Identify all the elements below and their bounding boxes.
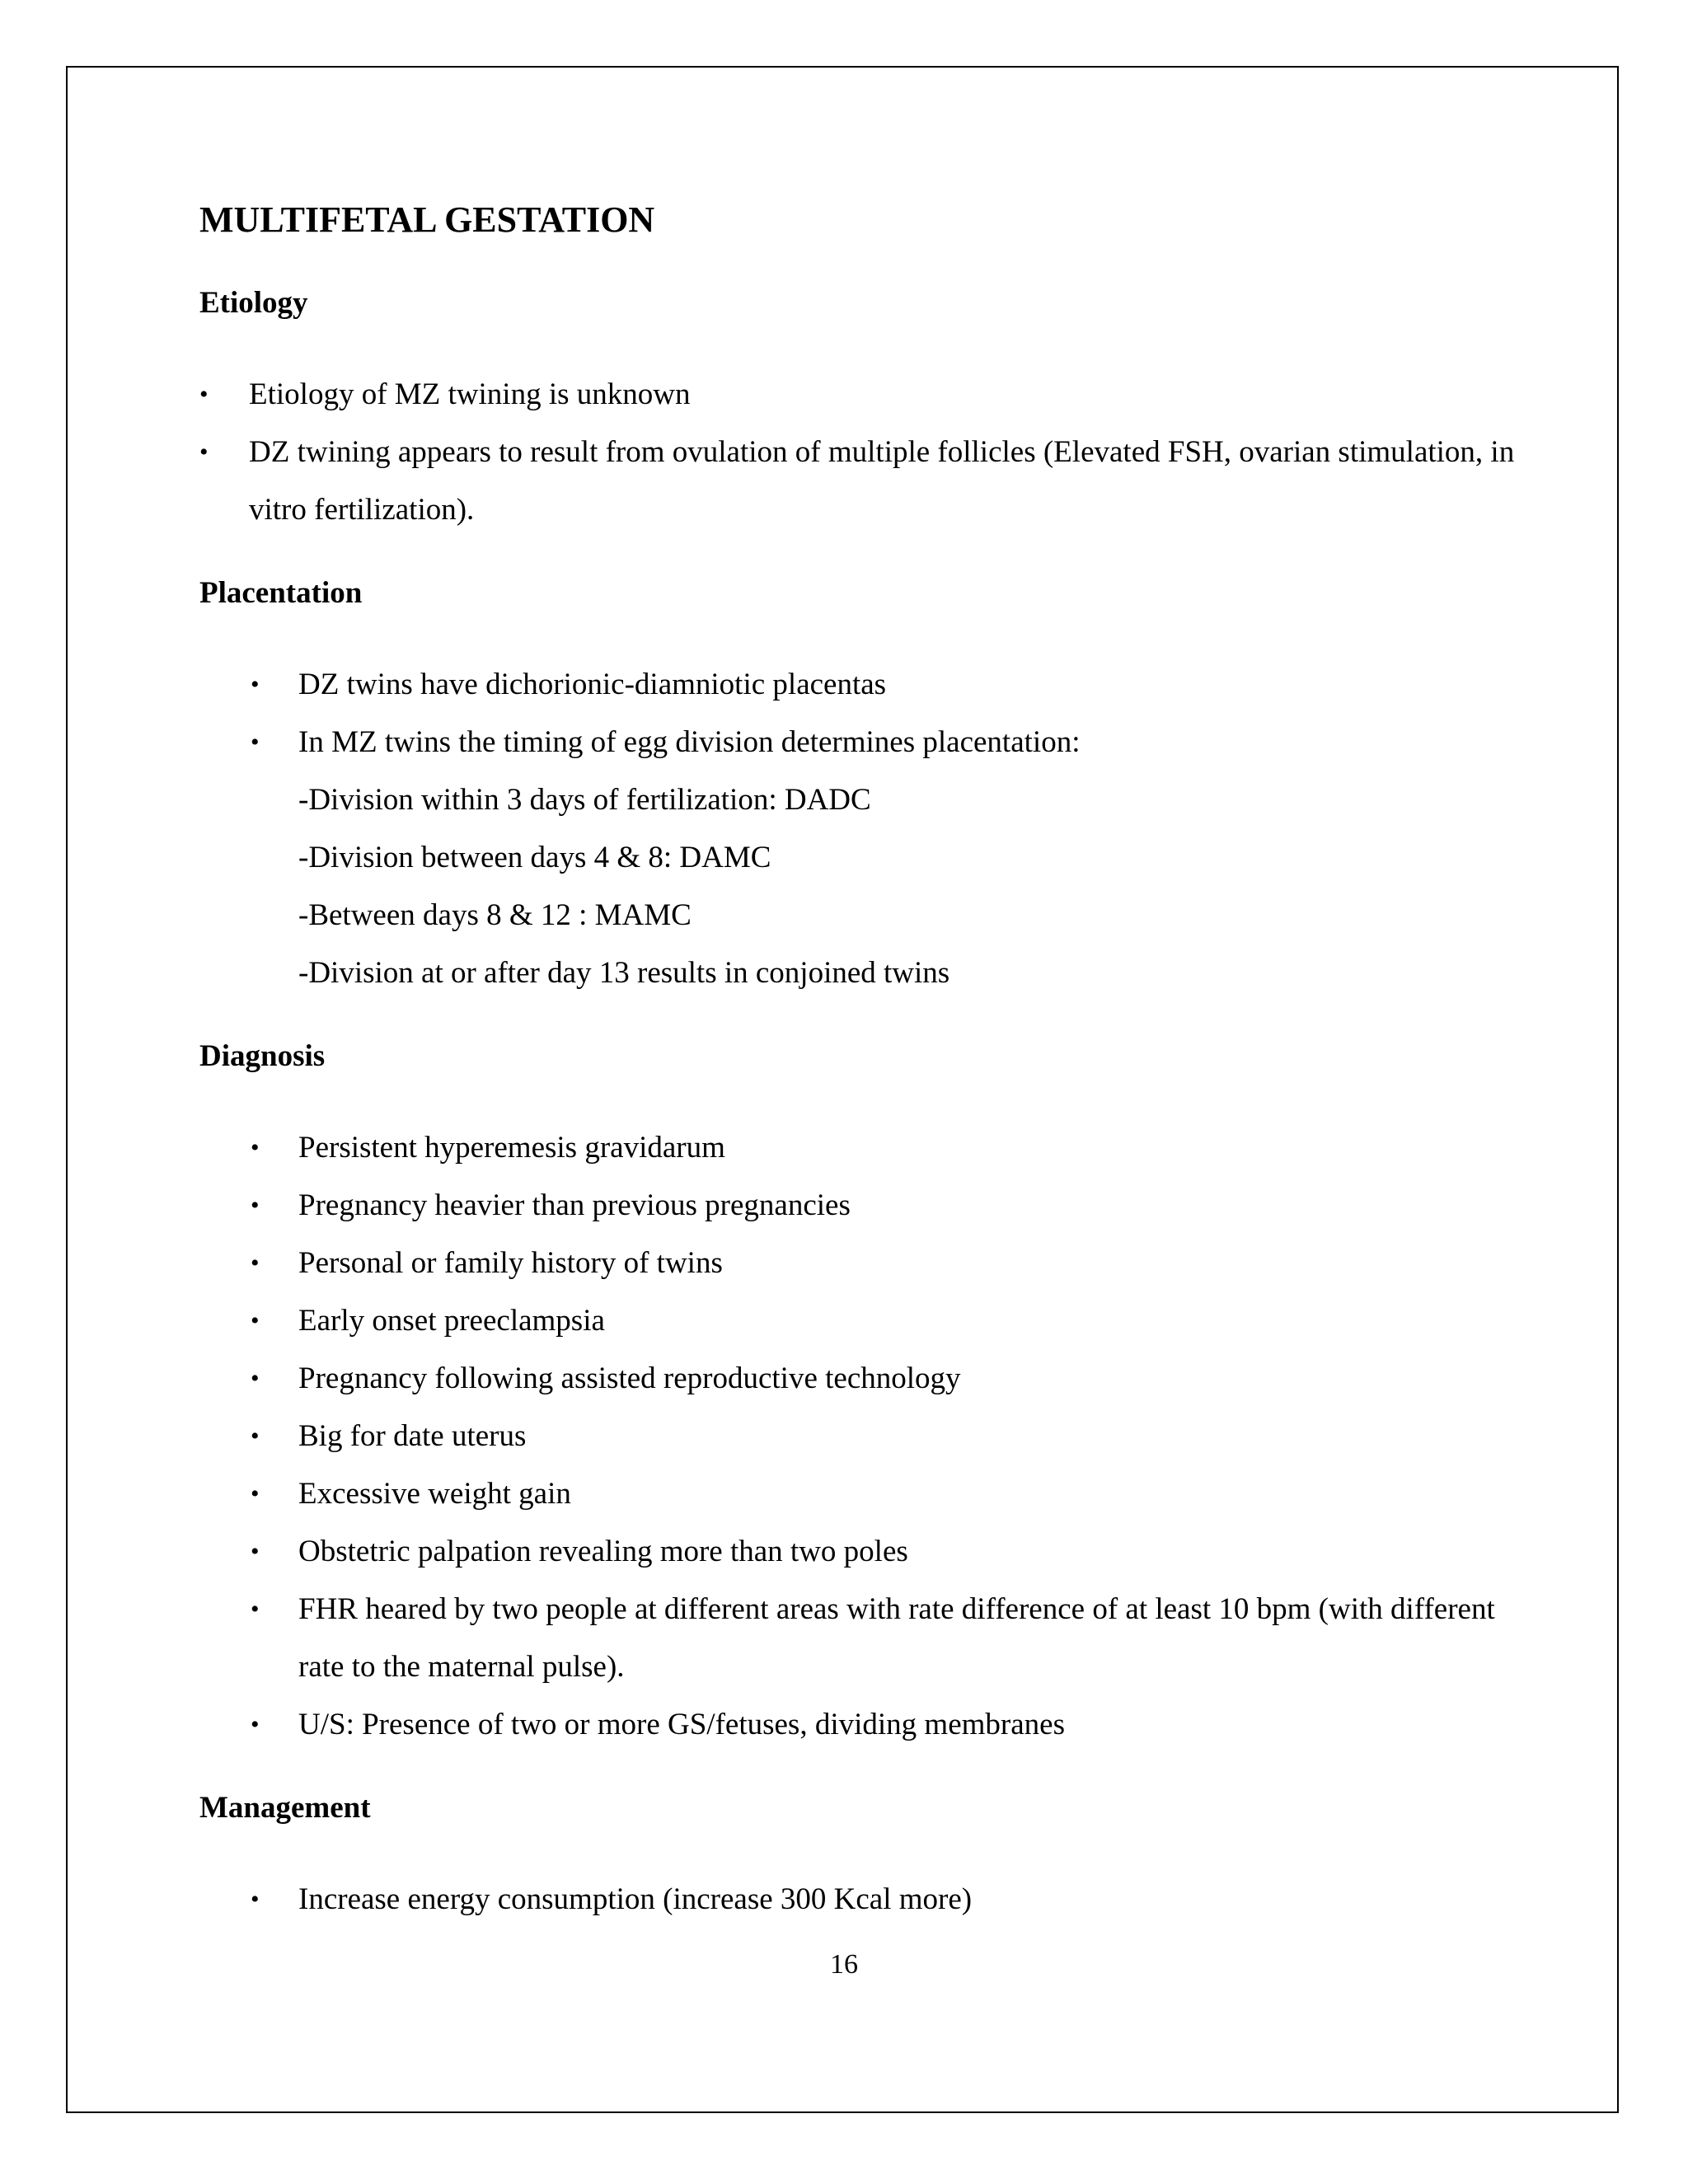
section-heading-management: Management (199, 1791, 371, 1825)
placentation-subline: -Division within 3 days of fertilization: DADC (298, 783, 871, 817)
list-item-text: DZ twins have dichorionic-diamniotic placentas (298, 668, 887, 701)
list-item-text: Increase energy consumption (increase 300 Kcal more) (298, 1882, 973, 1916)
placentation-subline: -Between days 8 & 12 : MAMC (298, 898, 692, 932)
bullet-icon: • (251, 1422, 260, 1450)
list-item (199, 1523, 1518, 1581)
list-item (199, 714, 1518, 771)
placentation-subline: -Division between days 4 & 8: DAMC (298, 841, 771, 874)
section-heading-etiology: Etiology (199, 286, 308, 320)
bullet-icon: • (251, 1249, 260, 1277)
bullet-icon: • (251, 1886, 260, 1913)
diagnosis-list (199, 1119, 1518, 1754)
list-item-text: Obstetric palpation revealing more than two poles (298, 1535, 908, 1568)
list-item (199, 424, 1518, 539)
bullet-icon: • (251, 1538, 260, 1565)
etiology-list (199, 366, 1518, 539)
placentation-list (199, 656, 1518, 771)
list-item-text: DZ twining appears to result from ovulation of multiple follicles (Elevated FSH, ovarian stimulation, in vitro fertilization). (249, 435, 1515, 527)
list-item-text: In MZ twins the timing of egg division determines placentation: (298, 725, 1081, 759)
list-item-text: Etiology of MZ twining is unknown (249, 377, 691, 411)
section-heading-diagnosis: Diagnosis (199, 1039, 326, 1073)
placentation-subline: -Division at or after day 13 results in conjoined twins (298, 956, 950, 990)
bullet-icon: • (251, 1596, 260, 1623)
list-item-text: Pregnancy heavier than previous pregnancies (298, 1188, 851, 1222)
list-item (199, 1177, 1518, 1235)
bullet-icon: • (251, 729, 260, 756)
bullet-icon: • (251, 1365, 260, 1392)
list-item (199, 1408, 1518, 1465)
page-title: MULTIFETAL GESTATION (199, 199, 655, 240)
list-item (199, 1871, 1518, 1929)
page-number: 16 (830, 1949, 858, 1980)
bullet-icon: • (199, 381, 209, 408)
bullet-icon: • (251, 1307, 260, 1334)
list-item (199, 1235, 1518, 1292)
list-item-text: Big for date uterus (298, 1419, 527, 1453)
bullet-icon: • (251, 1711, 260, 1738)
list-item-text: Early onset preeclampsia (298, 1304, 605, 1338)
list-item (199, 1350, 1518, 1408)
list-item (199, 656, 1518, 714)
bullet-icon: • (251, 1134, 260, 1161)
list-item (199, 366, 1518, 424)
document-body (199, 196, 1518, 1929)
list-item-text: Personal or family history of twins (298, 1246, 723, 1280)
bullet-icon: • (251, 1192, 260, 1219)
list-item (199, 1119, 1518, 1177)
list-item-text: U/S: Presence of two or more GS/fetuses, dividing membranes (298, 1708, 1065, 1741)
bullet-icon: • (251, 671, 260, 698)
management-list (199, 1871, 1518, 1929)
section-heading-placentation: Placentation (199, 576, 363, 610)
list-item-text: Excessive weight gain (298, 1477, 571, 1511)
bullet-icon: • (251, 1480, 260, 1507)
list-item-text: FHR heared by two people at different areas with rate difference of at least 10 bpm (with different rate to the maternal pulse). (298, 1592, 1495, 1684)
bullet-icon: • (199, 438, 209, 466)
list-item-text: Persistent hyperemesis gravidarum (298, 1131, 725, 1165)
list-item (199, 1696, 1518, 1754)
list-item (199, 1581, 1518, 1696)
list-item (199, 1465, 1518, 1523)
list-item (199, 1292, 1518, 1350)
list-item-text: Pregnancy following assisted reproductive technology (298, 1361, 961, 1395)
